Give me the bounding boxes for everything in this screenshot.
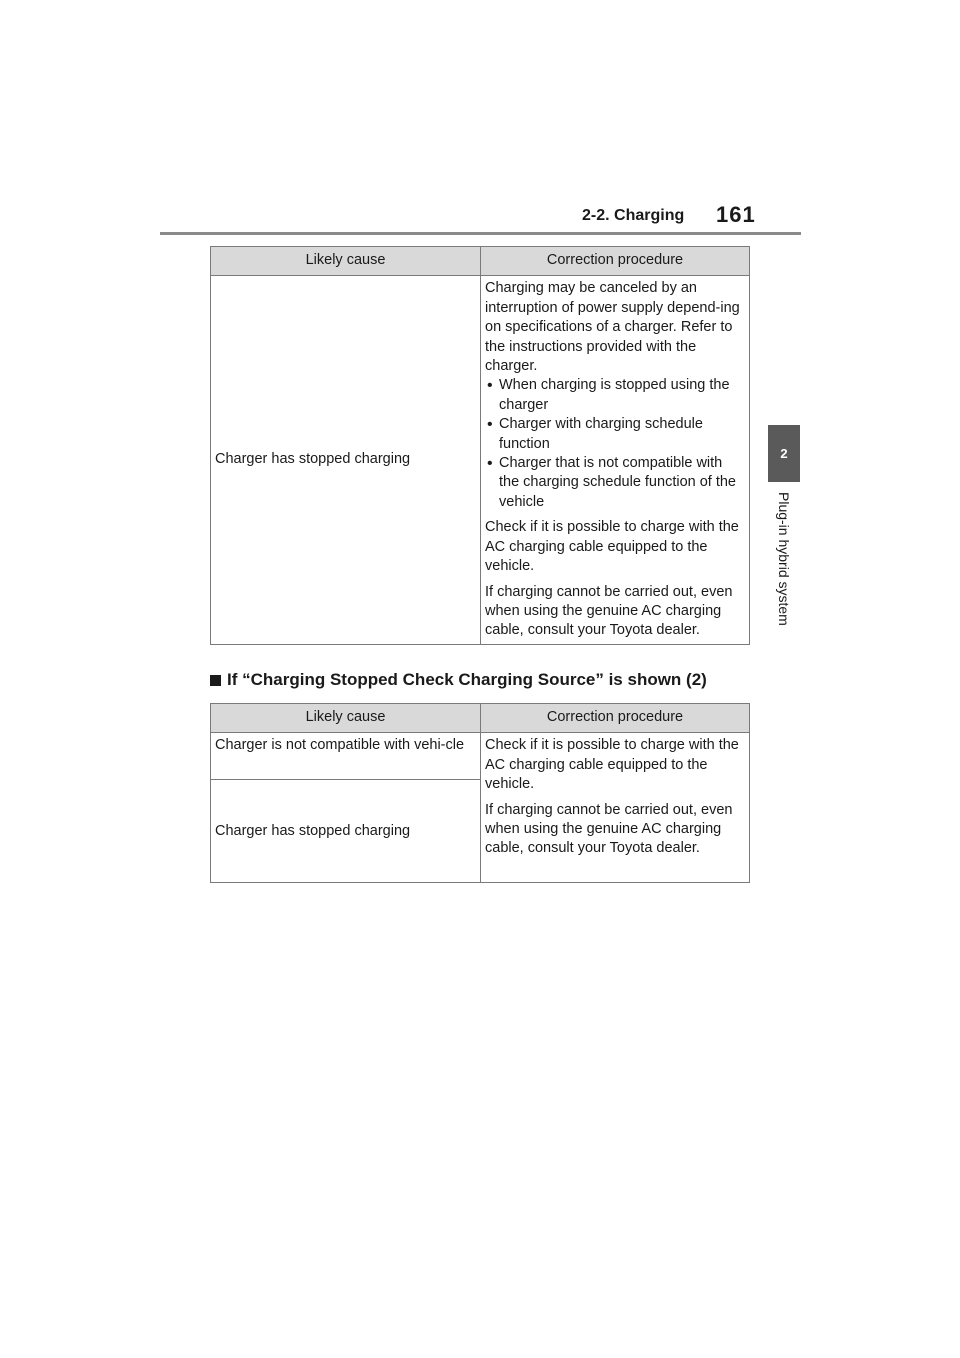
header-divider [160,232,801,235]
column-header-correction-procedure: Correction procedure [481,704,750,733]
procedure-intro: Charging may be canceled by an interruption of power supply depend-ing on specifications of a charger. Refer to the instructions provided with the charger. [485,280,740,375]
column-header-correction-procedure: Correction procedure [481,247,750,276]
column-header-likely-cause: Likely cause [211,704,481,733]
correction-procedure-cell [481,276,750,644]
table-header-row [211,704,750,733]
page-number: 161 [716,202,756,227]
procedure-bullet-list [485,376,745,512]
list-item: • Charger that is not compatible with the charging schedule function of the vehicle [485,454,745,512]
chapter-tab [768,425,800,482]
likely-cause-cell: Charger has stopped charging [211,780,481,883]
square-bullet-icon [210,675,221,686]
procedure-check: Check if it is possible to charge with the AC charging cable equipped to the vehicle. [485,737,739,793]
correction-table-2 [210,703,750,883]
table-row [211,276,750,644]
procedure-consult: If charging cannot be carried out, even when using the genuine AC charging cable, consult your Toyota dealer. [485,583,733,639]
table-header-row [211,247,750,276]
list-item: • Charger with charging schedule function [485,415,745,454]
column-header-likely-cause: Likely cause [211,247,481,276]
chapter-number: 2 [780,446,788,461]
likely-cause-cell: Charger is not compatible with vehi-cle [211,733,481,780]
list-item: • When charging is stopped using the charger [485,376,745,415]
procedure-check: Check if it is possible to charge with the AC charging cable equipped to the vehicle. [485,519,739,575]
procedure-consult: If charging cannot be carried out, even when using the genuine AC charging cable, consult your Toyota dealer. [485,801,733,857]
correction-procedure-cell [481,733,750,883]
table-row [211,733,750,780]
correction-table-1 [210,246,750,645]
likely-cause-cell: Charger has stopped charging [211,276,481,644]
section-heading [210,670,707,690]
chapter-title: Plug-in hybrid system [776,492,792,626]
section-heading-text: If “Charging Stopped Check Charging Source” is shown (2) [227,670,707,689]
section-title: 2-2. Charging [582,207,685,224]
